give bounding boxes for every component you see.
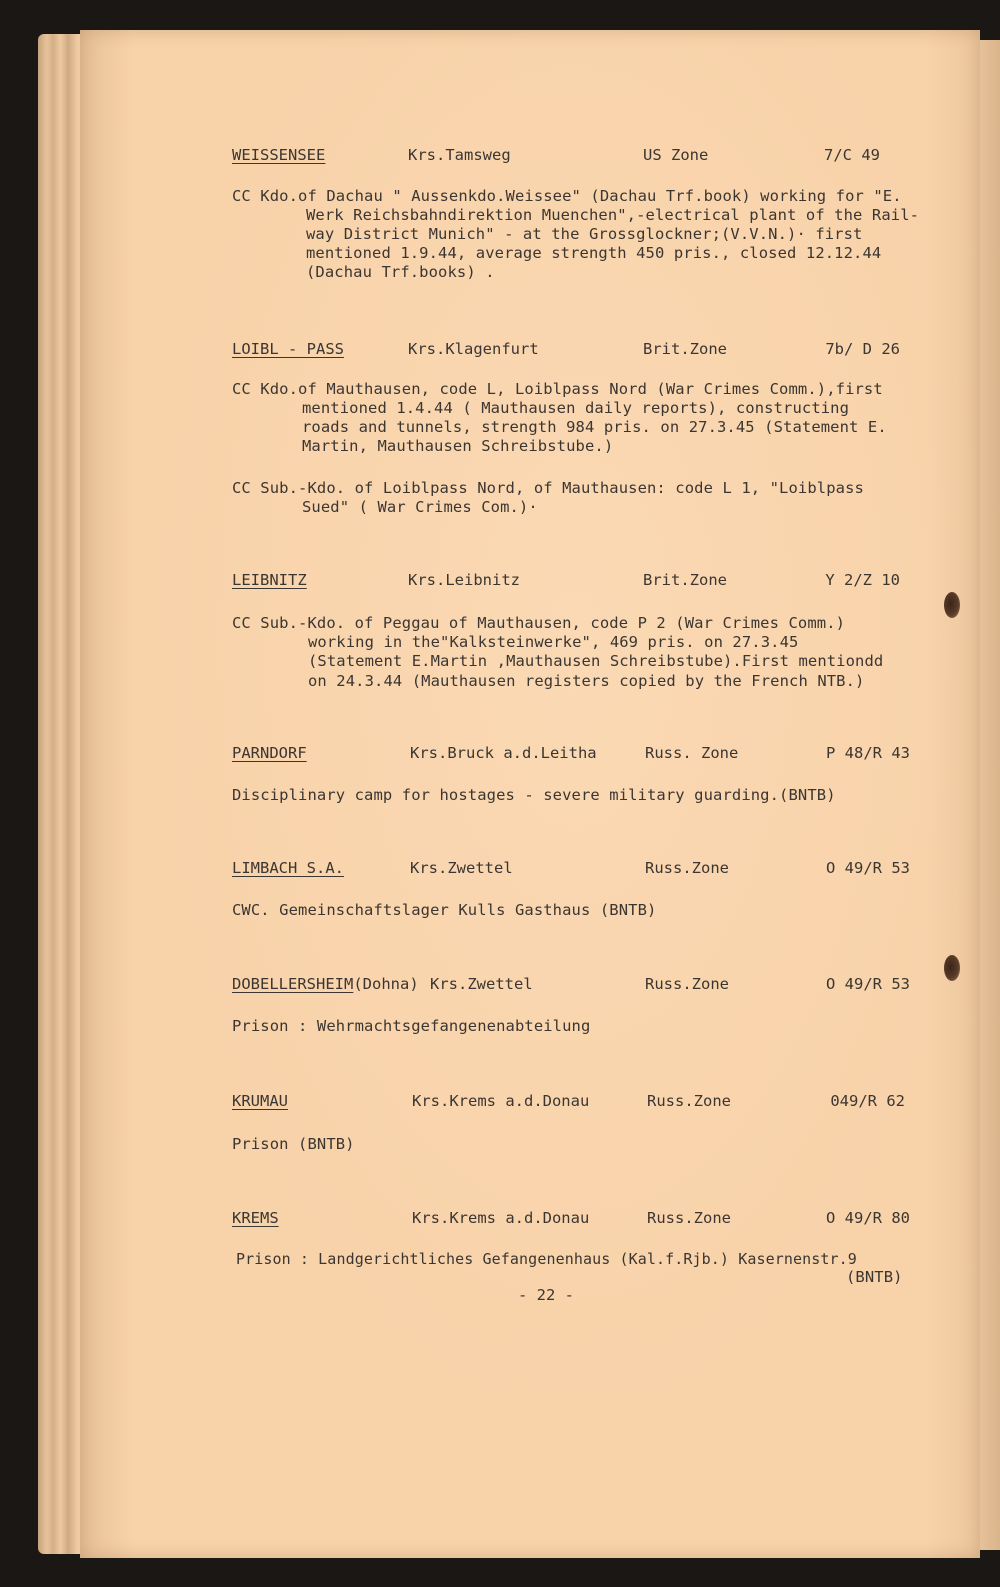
entry-place: LOIBL - PASS [232, 340, 344, 358]
entry-text-line: Sued" ( War Crimes Com.)· [302, 498, 538, 516]
entry-text-line: mentioned 1.9.44, average strength 450 pris., closed 12.12.44 [306, 244, 882, 262]
entry-district: Krs.Leibnitz [408, 571, 520, 589]
page-number: - 22 - [518, 1286, 574, 1304]
entry-zone: Russ.Zone [645, 975, 729, 993]
entry-place: KRUMAU [232, 1092, 288, 1110]
entry-district: Krs.Krems a.d.Donau [412, 1092, 590, 1110]
entry-text-line: CC Kdo.of Dachau " Aussenkdo.Weissee" (Dachau Trf.book) working for "E. [232, 187, 902, 205]
entry-place: PARNDORF [232, 744, 307, 762]
entry-ref: Y 2/Z 10 [825, 571, 900, 589]
entry-ref: P 48/R 43 [826, 744, 910, 762]
entry-district: Krs.Tamsweg [408, 146, 511, 164]
entry-text-line: Prison (BNTB) [232, 1135, 355, 1153]
entry-text-line: Werk Reichsbahndirektion Muenchen",-electrical plant of the Rail- [306, 206, 920, 224]
entry-ref: O 49/R 53 [826, 975, 910, 993]
entry-ref: 7/C 49 [824, 146, 880, 164]
entry-place-suffix: (Dohna) [353, 975, 419, 993]
entry-text-line: Martin, Mauthausen Schreibstube.) [302, 437, 614, 455]
entry-place: DOBELLERSHEIM [232, 975, 354, 993]
entry-text-line: (Statement E.Martin ,Mauthausen Schreibstube).First mentiondd [308, 652, 884, 670]
entry-district: Krs.Zwettel [410, 859, 513, 877]
binding-hole-bottom [944, 955, 960, 981]
entry-text-line: roads and tunnels, strength 984 pris. on 27.3.45 (Statement E. [302, 418, 887, 436]
entry-ref: O 49/R 80 [826, 1209, 910, 1227]
entry-zone: Russ.Zone [645, 859, 729, 877]
entry-text-trailer: (BNTB) [846, 1268, 903, 1286]
entry-district: Krs.Zwettel [430, 975, 533, 993]
binding-hole-top [944, 592, 960, 618]
entry-text-line: way District Munich" - at the Grossglockner;(V.V.N.)· first [306, 225, 863, 243]
entry-place: LEIBNITZ [232, 571, 307, 589]
entry-ref: 7b/ D 26 [825, 340, 900, 358]
entry-place-group [232, 975, 419, 993]
entry-text-line: CC Sub.-Kdo. of Peggau of Mauthausen, code P 2 (War Crimes Comm.) [232, 614, 846, 632]
entry-text-line: Prison : Wehrmachtsgefangenenabteilung [232, 1017, 591, 1035]
entry-text-line: (Dachau Trf.books) . [306, 263, 495, 281]
entry-zone: Brit.Zone [643, 571, 727, 589]
entry-text-line: CWC. Gemeinschaftslager Kulls Gasthaus (BNTB) [232, 901, 657, 919]
entry-text-line: on 24.3.44 (Mauthausen registers copied by the French NTB.) [308, 672, 865, 690]
entry-text-line: working in the"Kalksteinwerke", 469 pris. on 27.3.45 [308, 633, 799, 651]
entry-text-line: mentioned 1.4.44 ( Mauthausen daily reports), constructing [302, 399, 850, 417]
entry-text-line: CC Sub.-Kdo. of Loiblpass Nord, of Mauthausen: code L 1, "Loiblpass [232, 479, 864, 497]
entry-zone: US Zone [643, 146, 709, 164]
entry-text-line: Prison : Landgerichtliches Gefangenenhaus (Kal.f.Rjb.) Kasernenstr.9 [236, 1250, 857, 1268]
entry-zone: Russ.Zone [647, 1092, 731, 1110]
entry-district: Krs.Bruck a.d.Leitha [410, 744, 597, 762]
entry-place: KREMS [232, 1209, 279, 1227]
entry-text-line: Disciplinary camp for hostages - severe military guarding.(BNTB) [232, 786, 836, 804]
entry-place: WEISSENSEE [232, 146, 326, 164]
entry-district: Krs.Klagenfurt [408, 340, 539, 358]
entry-text-line: CC Kdo.of Mauthausen, code L, Loiblpass Nord (War Crimes Comm.),first [232, 380, 883, 398]
entry-ref: O 49/R 53 [826, 859, 910, 877]
entry-district: Krs.Krems a.d.Donau [412, 1209, 590, 1227]
entry-zone: Russ. Zone [645, 744, 739, 762]
entry-place: LIMBACH S.A. [232, 859, 344, 877]
entry-ref: 049/R 62 [830, 1092, 905, 1110]
entry-zone: Russ.Zone [647, 1209, 731, 1227]
entry-zone: Brit.Zone [643, 340, 727, 358]
